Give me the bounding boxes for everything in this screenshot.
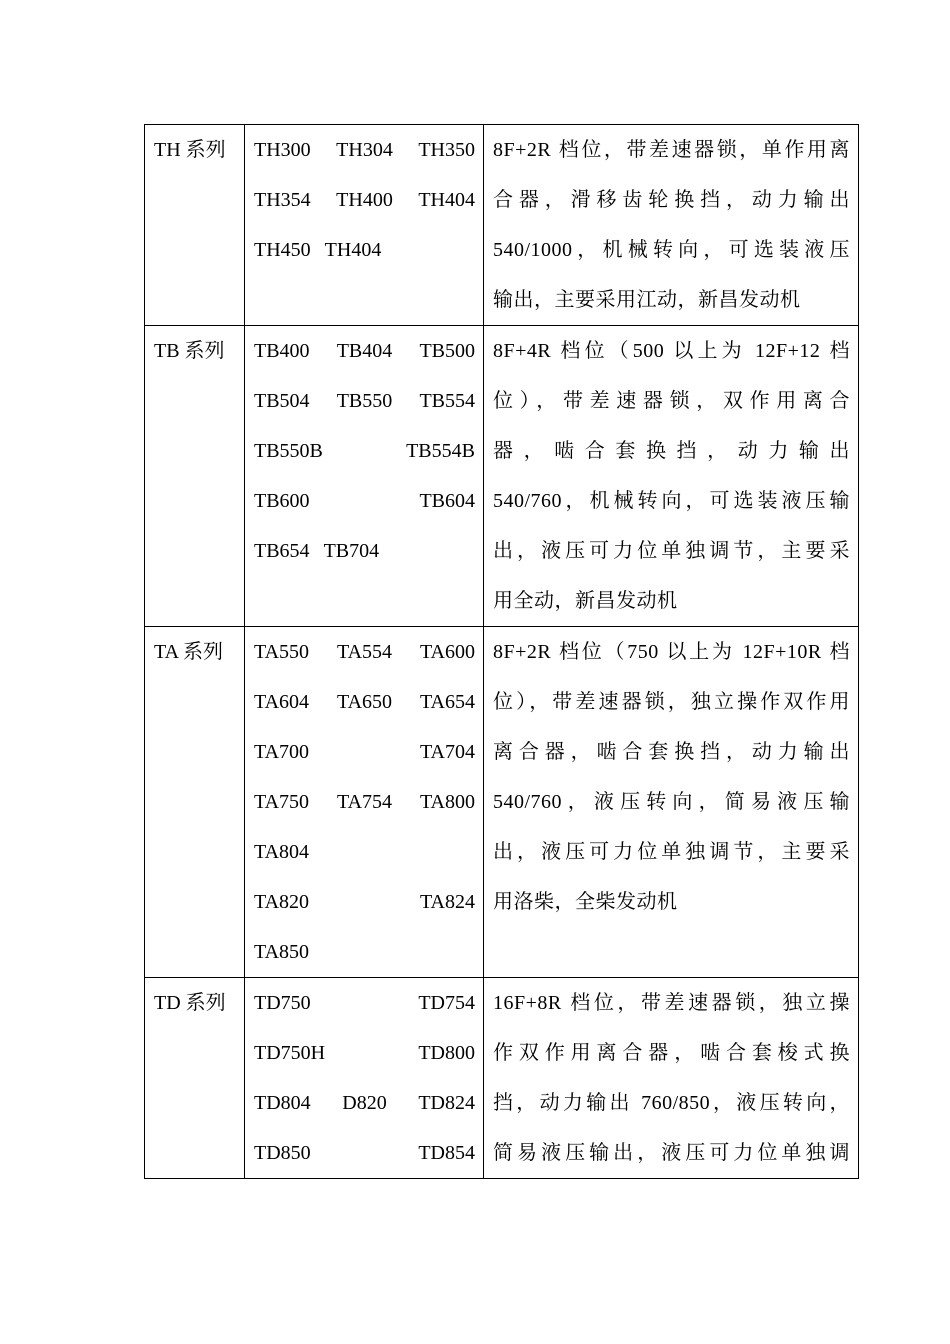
table-row: [145, 978, 859, 1179]
model-line: [254, 326, 475, 376]
description-line: 8F+4R 档位（500 以上为 12F+12 档: [493, 340, 850, 362]
model-code: TD824: [418, 1092, 475, 1114]
model-code: TB550: [336, 390, 393, 412]
model-line: [254, 426, 475, 476]
series-cell: [145, 627, 245, 978]
description-cell: [484, 978, 859, 1179]
description-line: 合器，滑移齿轮换挡，动力输出: [493, 189, 850, 211]
model-code: TH354: [254, 189, 311, 211]
model-code: TA850: [254, 941, 310, 963]
model-code: TH400: [336, 189, 393, 211]
models-cell: [245, 326, 484, 627]
model-code: TA654: [419, 691, 475, 713]
model-code: TD754: [418, 992, 475, 1014]
model-code: TB704: [323, 540, 380, 562]
description-line: 540/760，液压转向，简易液压输: [493, 791, 850, 813]
model-line: [254, 476, 475, 526]
table-row: [145, 627, 859, 978]
model-line: [254, 627, 475, 677]
model-line: [254, 1128, 475, 1178]
model-code: TD750H: [254, 1042, 326, 1064]
description-line: 位），带差速器锁，双作用离合: [493, 390, 850, 412]
model-code: TA754: [336, 791, 393, 813]
model-code: TB604: [419, 490, 475, 512]
tractor-series-table: [144, 124, 859, 1179]
description-cell: [484, 326, 859, 627]
description-line: 16F+8R 档位，带差速器锁，独立操: [493, 992, 850, 1014]
description-line: 用全动，新昌发动机: [493, 590, 678, 612]
description-line: 540/1000，机械转向，可选装液压: [493, 239, 850, 261]
series-cell: [145, 326, 245, 627]
model-code: TA820: [254, 891, 310, 913]
description-line: 用洛柴，全柴发动机: [493, 891, 678, 913]
model-code: TA750: [254, 791, 310, 813]
model-code: TA800: [419, 791, 475, 813]
description-line: 离合器，啮合套换挡，动力输出: [493, 741, 850, 763]
model-line: [254, 1078, 475, 1128]
description-cell: [484, 627, 859, 978]
model-code: TB554B: [406, 440, 475, 462]
models-cell: [245, 978, 484, 1179]
description-line: 作双作用离合器，啮合套梭式换: [493, 1042, 850, 1064]
models-cell: [245, 627, 484, 978]
description-line: 挡，动力输出 760/850，液压转向，: [493, 1092, 850, 1114]
description-line: 540/760，机械转向，可选装液压输: [493, 490, 850, 512]
model-code: TD750: [254, 992, 311, 1014]
model-code: TA600: [419, 641, 475, 663]
model-line: [254, 727, 475, 777]
model-line: [254, 777, 475, 827]
model-code: TH404: [324, 239, 382, 261]
description-line: 8F+2R 档位（750 以上为 12F+10R 档: [493, 641, 850, 663]
models-cell: [245, 125, 484, 326]
model-line: [254, 125, 475, 175]
series-name: TA 系列: [154, 641, 223, 663]
table-body: [145, 125, 859, 1179]
model-code: TA650: [336, 691, 393, 713]
model-line: [254, 827, 475, 877]
model-code: TH350: [418, 139, 475, 161]
description-line: 输出，主要采用江动，新昌发动机: [493, 289, 801, 311]
model-code: TH300: [254, 139, 311, 161]
model-code: TB504: [254, 390, 310, 412]
series-cell: [145, 978, 245, 1179]
model-code: D820: [342, 1092, 387, 1114]
model-code: TH304: [336, 139, 393, 161]
model-line: [254, 1028, 475, 1078]
model-line: [254, 877, 475, 927]
model-line: [254, 376, 475, 426]
description-line: 出，液压可力位单独调节，主要采: [493, 841, 850, 863]
model-code: TA824: [419, 891, 475, 913]
model-code: TB500: [419, 340, 475, 362]
model-line: [254, 175, 475, 225]
series-cell: [145, 125, 245, 326]
table-row: [145, 326, 859, 627]
description-cell: [484, 125, 859, 326]
table-row: [145, 125, 859, 326]
model-code: TB654: [254, 540, 310, 562]
description-line: 简易液压输出，液压可力位单独调: [493, 1142, 850, 1164]
model-code: TD800: [418, 1042, 475, 1064]
model-code: TA604: [254, 691, 310, 713]
model-line: [254, 225, 475, 275]
description-line: 器，啮合套换挡，动力输出: [493, 440, 850, 462]
model-code: TH450: [254, 239, 311, 261]
model-code: TA804: [254, 841, 310, 863]
model-line: [254, 978, 475, 1028]
model-code: TH404: [418, 189, 475, 211]
description-line: 8F+2R 档位，带差速器锁，单作用离: [493, 139, 850, 161]
model-code: TB554: [419, 390, 475, 412]
model-code: TB600: [254, 490, 310, 512]
series-name: TD 系列: [154, 992, 226, 1014]
model-code: TD854: [418, 1142, 475, 1164]
description-line: 位），带差速器锁，独立操作双作用: [493, 691, 850, 713]
model-code: TD804: [254, 1092, 311, 1114]
model-code: TA550: [254, 641, 310, 663]
model-code: TA704: [419, 741, 475, 763]
model-code: TA554: [336, 641, 393, 663]
model-code: TB404: [336, 340, 393, 362]
model-line: [254, 526, 475, 576]
model-code: TA700: [254, 741, 310, 763]
model-code: TB550B: [254, 440, 323, 462]
series-name: TB 系列: [154, 340, 225, 362]
model-line: [254, 927, 475, 977]
model-code: TD850: [254, 1142, 311, 1164]
model-line: [254, 677, 475, 727]
model-code: TB400: [254, 340, 310, 362]
series-name: TH 系列: [154, 139, 226, 161]
description-line: 出，液压可力位单独调节，主要采: [493, 540, 850, 562]
